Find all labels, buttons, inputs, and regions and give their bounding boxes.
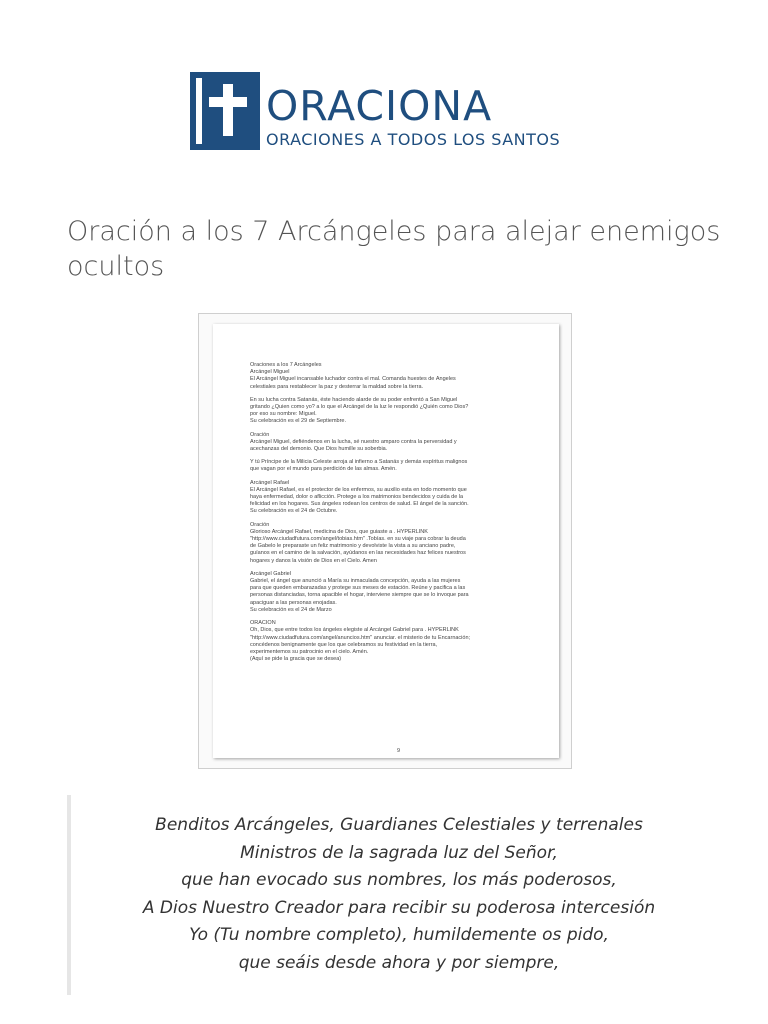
document-line: hogares y danos la visión de Dios en el Cielo. Amen: [250, 557, 377, 564]
document-page-number: 9: [397, 748, 401, 754]
document-line: Gabriel, el ángel que anunció a María su inmaculada concepción, ayuda a las mujeres: [250, 578, 461, 585]
document-paragraph: [250, 459, 528, 473]
document-line: Oraciones a los 7 Arcángeles: [250, 362, 322, 368]
page-title: Oración a los 7 Arcángeles para alejar enemigos ocultos: [67, 216, 721, 282]
document-line: Arcángel Miguel: [250, 369, 290, 376]
document-paragraph: [250, 432, 528, 454]
document-line: Oración: [250, 521, 270, 528]
cross-icon: [190, 72, 260, 150]
document-line: Su celebración es el 24 de Octubre.: [250, 508, 338, 515]
document-line: Oh, Dios, que entre todos los ángeles elegiste al Arcángel Gabriel para . HYPERLINK: [250, 627, 459, 634]
document-line: En su lucha contra Satanás, éste haciendo alarde de su poder enfrentó a San Miguel: [250, 396, 458, 403]
logo-subtitle: ORACIONES A TODOS LOS SANTOS: [266, 130, 561, 149]
document-line: El Arcángel Rafael, es el protector de los enfermos, su auxilio esta en todo momento que: [250, 486, 467, 493]
document-paragraph: [250, 571, 528, 614]
document-paragraph: [250, 397, 528, 426]
logo-title: ORACIONA: [266, 82, 493, 130]
document-line: Arcángel Rafael: [250, 479, 290, 486]
prayer-lines: [71, 795, 727, 977]
document-line: Glorioso Arcángel Rafael, medicina de Dios, que guiaste a . HYPERLINK: [250, 528, 428, 535]
document-line: (Aquí se pide la gracia que se desea): [250, 656, 342, 663]
document-line: Arcángel Miguel, defiéndenos en la lucha, sé nuestro amparo contra la perversidad y: [250, 438, 457, 445]
document-line: para que queden embarazadas y protege sus meses de estación. Reúne y pacifica a las: [250, 585, 466, 592]
document-line: "http://www.ciudadfutura.com/angel/tobias.htm" .Tobías. en su viaje para cobrar la deuda: [250, 536, 466, 543]
document-line: haya enfermedad, dolor o aflicción. Protege a los matrimonios bendecidos y cuida de la: [250, 494, 464, 501]
document-line: acechanzas del demonio. Que Dios humille su soberbia.: [250, 446, 388, 453]
document-line: concédenos benignamente que los que celebramos su festividad en la tierra,: [250, 641, 438, 648]
document-paragraph: [250, 620, 528, 663]
document-line: personas distanciadas, torna apacible el hogar, interviene siempre que se lo invoque para: [250, 592, 469, 599]
document-line: de Gabelo le preparaste un feliz matrimonio y devolviste la vista a su anciano padre,: [250, 543, 456, 550]
document-line: que vagan por el mundo para perdición de las almas. Amén.: [250, 466, 397, 473]
document-paragraph: [250, 522, 528, 565]
document-text: [250, 362, 528, 669]
document-line: Oración: [250, 431, 270, 438]
prayer-line: que han evocado sus nombres, los más poderosos,: [181, 870, 617, 890]
document-line: Su celebración es el 29 de Septiembre.: [250, 418, 347, 425]
logo-text: [266, 72, 560, 149]
prayer-line: que seáis desde ahora y por siempre,: [238, 952, 560, 973]
document-line: El Arcángel Miguel incansable luchador contra el mal. Comanda huestes de Ángeles: [250, 376, 456, 383]
prayer-line: Benditos Arcángeles, Guardianes Celestiales y terrenales: [155, 815, 643, 835]
document-preview[interactable]: [198, 313, 572, 769]
document-line: celestiales para restablecer la paz y desterrar la maldad sobre la tierra.: [250, 383, 424, 390]
document-line: experimentemos su patrocinio en el cielo. Amén.: [250, 648, 369, 655]
prayer-line: Yo (Tu nombre completo), humildemente os pido,: [189, 925, 609, 945]
document-line: felicidad en los hogares. Sus ángeles rodean los centros de salud. El ángel de la sanción.: [250, 501, 469, 508]
prayer-blockquote: [67, 795, 727, 995]
document-paragraph: [250, 480, 528, 516]
document-line: ORACION: [250, 620, 276, 627]
document-line: gritando ¿Quien como yo? a lo que el Arcángel de la luz le respondió ¿Quién como Dios?: [250, 404, 469, 411]
document-line: guíanos en el camino de la salvación, ayúdanos en las necesidades haz felices nuestros: [250, 550, 466, 557]
document-line: Su celebración es el 24 de Marzo: [250, 606, 332, 613]
document-line: Arcángel Gabriel: [250, 570, 291, 577]
prayer-line: Ministros de la sagrada luz del Señor,: [240, 842, 558, 863]
site-logo[interactable]: [190, 72, 560, 150]
document-line: Y tú Príncipe de la Milicia Celeste arroja al infierno a Satanás y demás espíritus malignos: [250, 459, 468, 466]
document-line: apaciguar a las personas enojadas.: [250, 599, 337, 606]
document-line: "http://www.ciudadfutura.com/angel/anuncios.htm" anunciar. el misterio de tu Encarnación;: [250, 634, 471, 641]
document-page: [213, 324, 559, 758]
document-line: por eso su nombre: Miguel.: [250, 411, 317, 418]
document-paragraph: [250, 362, 528, 391]
prayer-line: A Dios Nuestro Creador para recibir su poderosa intercesión: [142, 897, 656, 918]
